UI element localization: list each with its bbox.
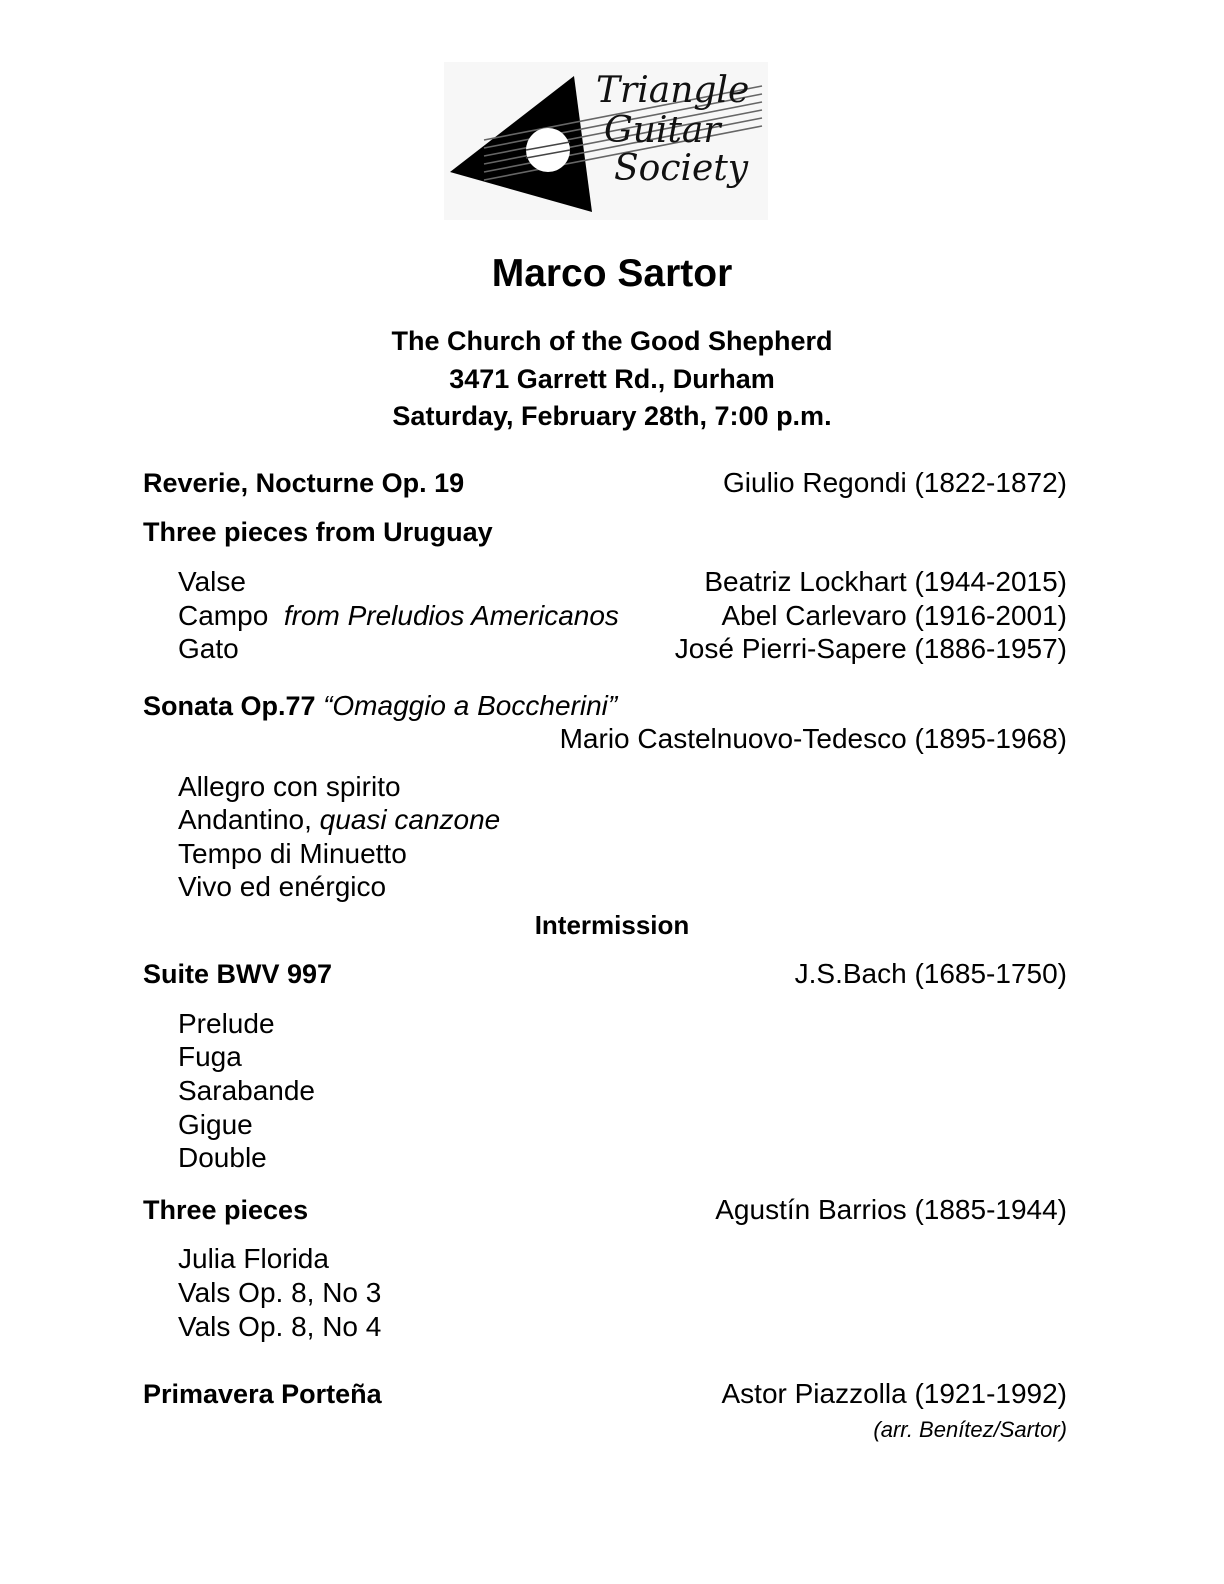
work-title-bach: Suite BWV 997 [143, 959, 333, 989]
work-title-barrios: Three pieces [143, 1195, 309, 1225]
piece-campo [178, 600, 619, 632]
piece-valse: Valse [178, 566, 246, 597]
piece-campo-source: from Preludios Americanos [283, 600, 619, 631]
work-title-sonata [143, 690, 617, 722]
movement-andantino [178, 804, 500, 836]
sonata-title: Sonata Op.77 [143, 691, 316, 721]
composer-regondi: Giulio Regondi (1822-1872) [723, 467, 1067, 498]
composer-barrios: Agustín Barrios (1885-1944) [715, 1194, 1067, 1225]
composer-pierri-sapere: José Pierri-Sapere (1886-1957) [674, 633, 1067, 664]
movement-fuga: Fuga [178, 1041, 242, 1072]
logo-text-society: Society [614, 148, 749, 189]
logo-text-guitar: Guitar [604, 110, 721, 151]
movement-minuetto: Tempo di Minuetto [178, 838, 407, 869]
composer-lockhart: Beatriz Lockhart (1944-2015) [704, 566, 1067, 597]
movement-vivo: Vivo ed enérgico [178, 871, 387, 902]
piece-campo-title: Campo [178, 600, 269, 631]
composer-bach: J.S.Bach (1685-1750) [794, 958, 1067, 989]
intermission-label: Intermission [534, 910, 690, 940]
logo-text-triangle: Triangle [596, 70, 750, 111]
movement-andantino-title: Andantino, [178, 804, 312, 835]
logo-triangle [450, 76, 592, 212]
logo-graphic [444, 62, 768, 220]
venue-name: The Church of the Good Shepherd [391, 326, 833, 356]
movement-sarabande: Sarabande [178, 1075, 316, 1106]
work-title-piazzolla: Primavera Porteña [143, 1379, 382, 1409]
performer-name: Marco Sartor [491, 252, 733, 295]
concert-datetime: Saturday, February 28th, 7:00 p.m. [392, 401, 832, 431]
movement-gigue: Gigue [178, 1109, 253, 1140]
sonata-subtitle: “Omaggio a Boccherini” [323, 690, 618, 721]
composer-carlevaro: Abel Carlevaro (1916-2001) [721, 600, 1067, 631]
piece-julia-florida: Julia Florida [178, 1243, 329, 1274]
composer-castelnuovo-tedesco: Mario Castelnuovo-Tedesco (1895-1968) [559, 723, 1067, 754]
piece-vals-4: Vals Op. 8, No 4 [178, 1311, 382, 1342]
triangle-guitar-society-logo [444, 62, 768, 220]
composer-piazzolla: Astor Piazzolla (1921-1992) [721, 1378, 1067, 1409]
work-title-uruguay: Three pieces from Uruguay [143, 517, 493, 547]
movement-double: Double [178, 1142, 267, 1173]
piece-gato: Gato [178, 633, 239, 664]
work-title-regondi: Reverie, Nocturne Op. 19 [143, 468, 465, 498]
movement-allegro: Allegro con spirito [178, 771, 401, 802]
movement-prelude: Prelude [178, 1008, 275, 1039]
venue-address: 3471 Garrett Rd., Durham [449, 364, 775, 394]
piece-vals-3: Vals Op. 8, No 3 [178, 1277, 382, 1308]
logo-soundhole [526, 128, 570, 172]
movement-andantino-marking: quasi canzone [319, 804, 501, 835]
arrangement-credit: (arr. Benítez/Sartor) [873, 1417, 1067, 1442]
